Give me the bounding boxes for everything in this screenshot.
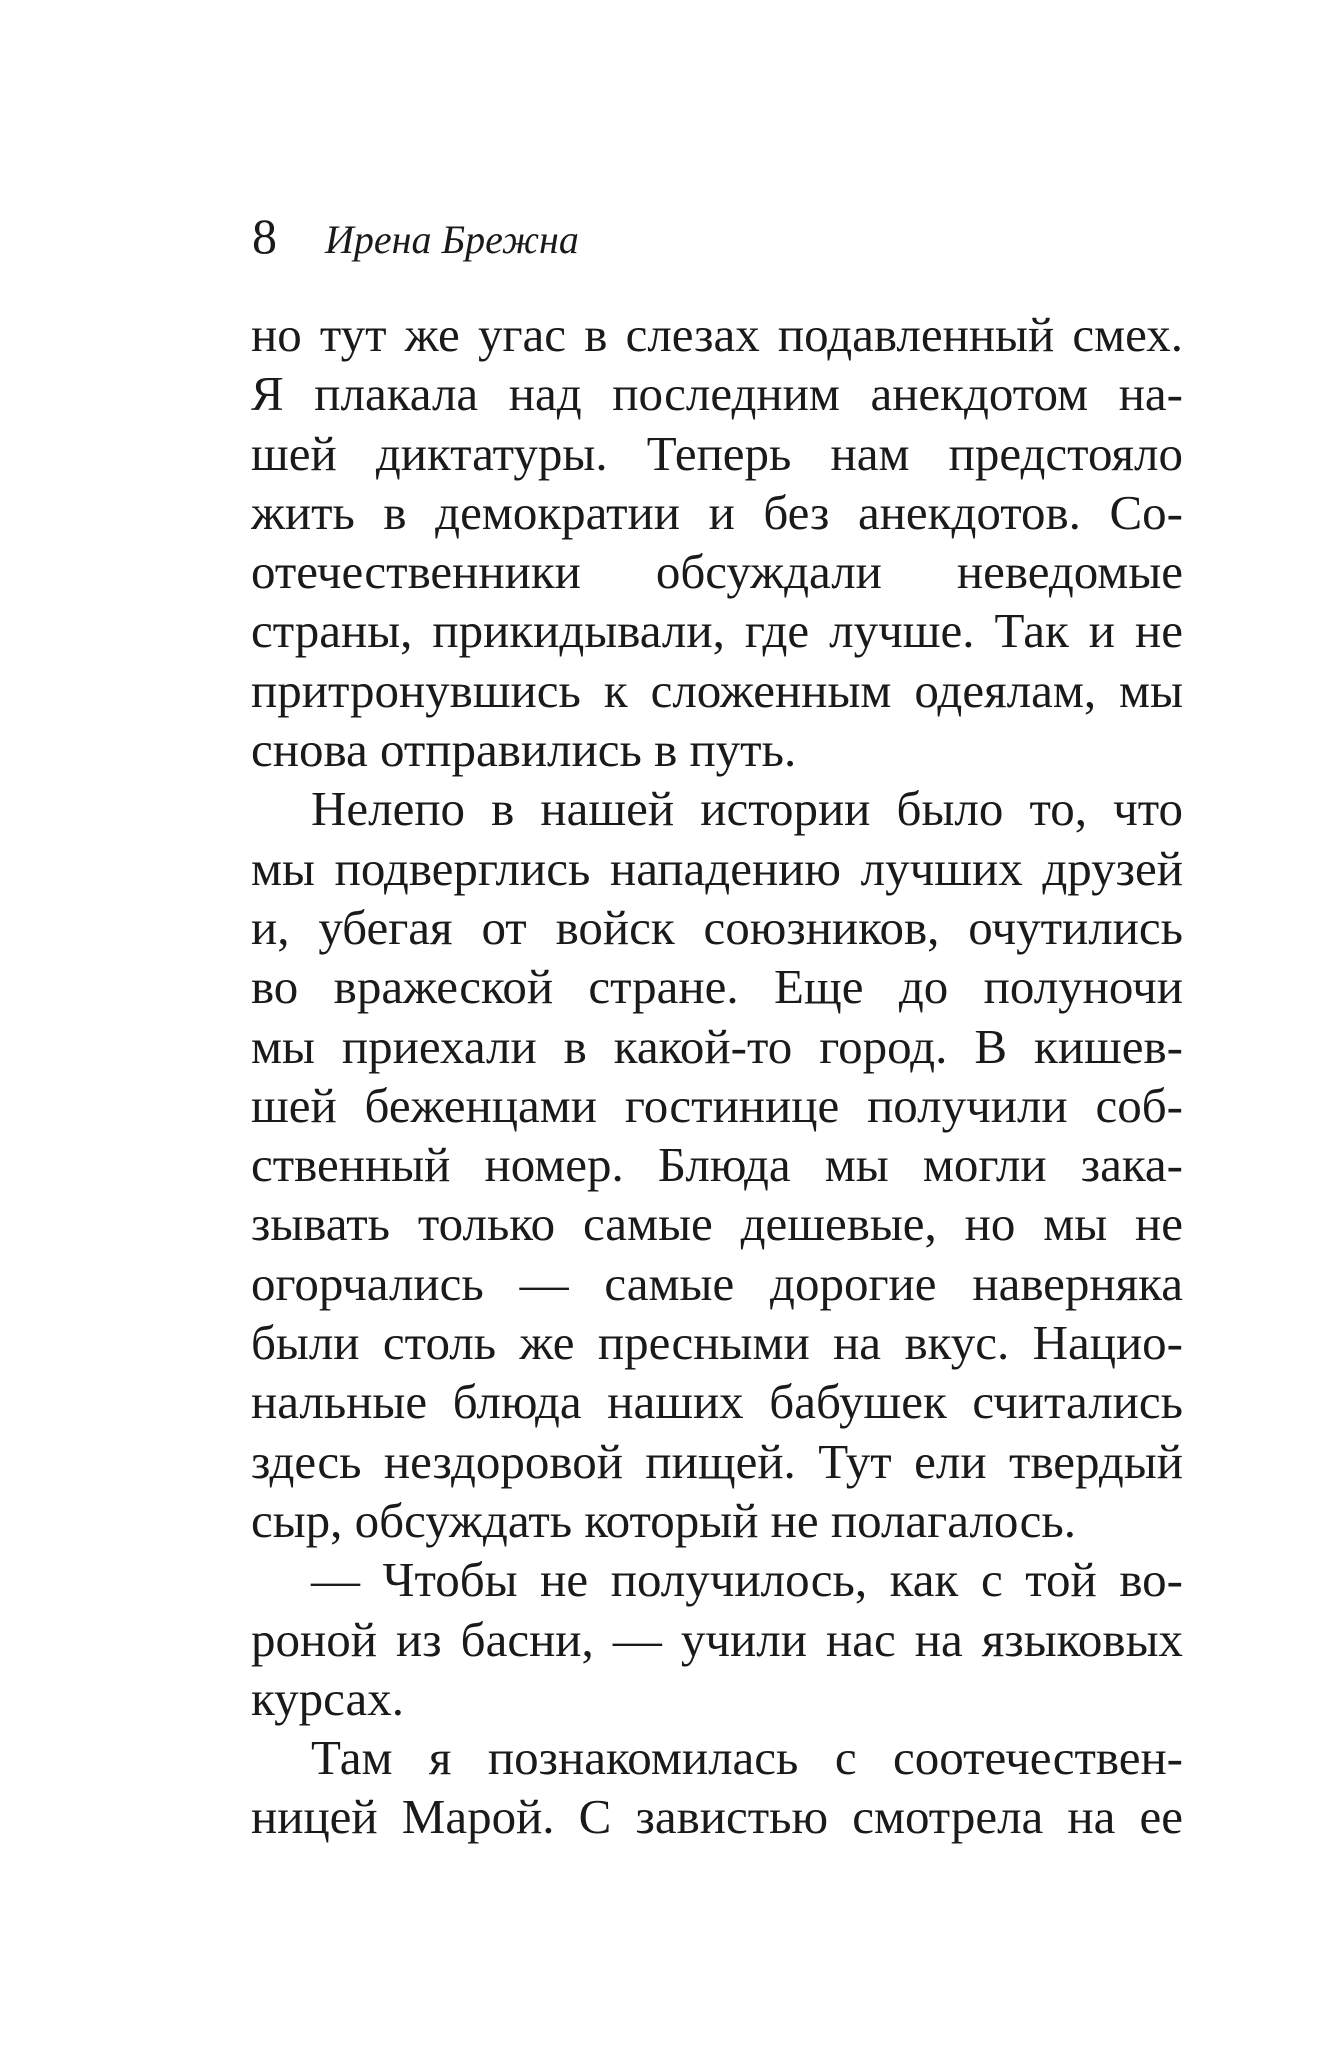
text-line: шей диктатуры. Теперь нам предстояло: [251, 425, 1183, 481]
text-line: ницей Марой. С завистью смотрела на ее: [251, 1789, 1183, 1845]
text-line: были столь же пресными на вкус. Нацио-: [251, 1315, 1183, 1371]
text-line: — Чтобы не получилось, как с той во-: [311, 1552, 1183, 1608]
text-line: шей беженцами гостинице получили соб-: [251, 1077, 1183, 1133]
text-line: здесь нездоровой пищей. Тут ели твердый: [251, 1433, 1183, 1489]
text-line: мы подверглись нападению лучших друзей: [251, 840, 1183, 896]
running-head-author: Ирена Брежна: [325, 217, 579, 262]
text-line: зывать только самые дешевые, но мы не: [251, 1196, 1183, 1252]
text-line: мы приехали в какой-то город. В кишев-: [251, 1018, 1183, 1074]
text-line: огорчались — самые дорогие наверняка: [251, 1255, 1183, 1311]
text-line: во вражеской стране. Еще до полуночи: [251, 959, 1183, 1015]
text-line: Нелепо в нашей истории было то, что: [311, 781, 1183, 837]
running-head: [252, 206, 579, 266]
page-number: 8: [252, 208, 277, 264]
text-line: жить в демократии и без анекдотов. Со-: [251, 484, 1183, 540]
text-line: снова отправились в путь.: [251, 722, 797, 778]
text-line: сыр, обсуждать который не полагалось.: [251, 1492, 1076, 1548]
text-line: страны, прикидывали, где лучше. Так и не: [251, 603, 1183, 659]
text-line: отечественники обсуждали неведомые: [251, 544, 1183, 600]
text-line: Я плакала над последним анекдотом на-: [251, 366, 1183, 422]
text-line: ственный номер. Блюда мы могли зака-: [251, 1137, 1183, 1193]
text-line: нальные блюда наших бабушек считались: [251, 1374, 1183, 1430]
text-line: и, убегая от войск союзников, очутились: [251, 899, 1183, 955]
text-line: курсах.: [251, 1670, 404, 1726]
text-line: но тут же угас в слезах подавленный смех.: [251, 307, 1183, 362]
body-text: [251, 305, 1183, 1847]
text-line: Там я познакомилась с соотечествен-: [311, 1730, 1183, 1786]
text-line: притронувшись к сложенным одеялам, мы: [251, 662, 1183, 718]
text-line: роной из басни, — учили нас на языковых: [251, 1611, 1183, 1667]
